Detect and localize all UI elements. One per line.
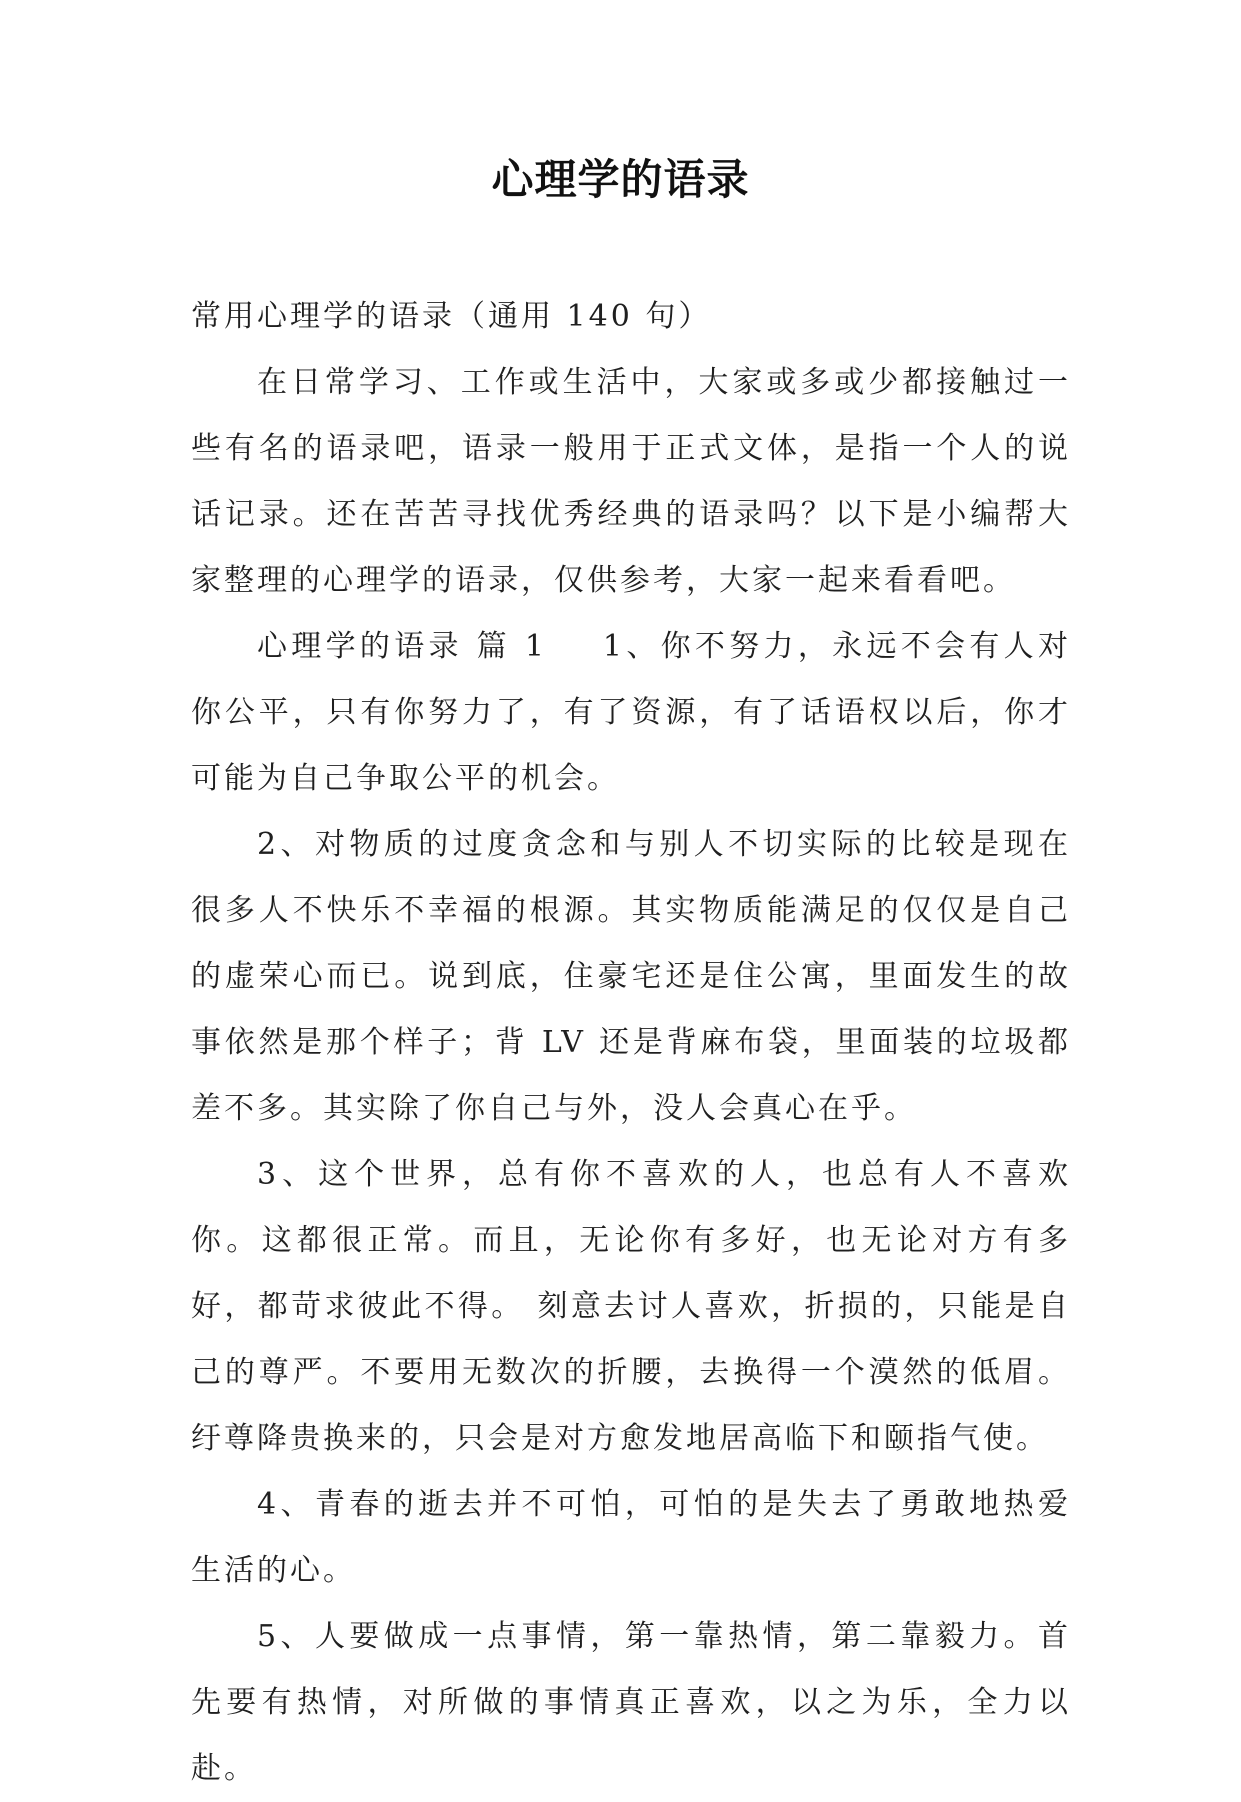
document-title: 心理学的语录: [491, 155, 750, 204]
intro-paragraph: 在日常学习、工作或生活中，大家或多或少都接触过一些有名的语录吧，语录一般用于正式文体，是指一个人的说话记录。还在苦苦寻找优秀经典的语录吗？以下是小编帮大家整理的心理学的语录，仅供参考，大家一起来看看吧。: [191, 365, 1071, 598]
section-paragraph: [191, 614, 1071, 812]
quote-item-3: 3、这个世界，总有你不喜欢的人，也总有人不喜欢你。这都很正常。而且，无论你有多好，也无论对方有多好，都苛求彼此不得。 刻意去讨人喜欢，折损的，只能是自己的尊严。不要用无数次的折腰，去换得一个漠然的低眉。纡尊降贵换来的，只会是对方愈发地居高临下和颐指气使。: [191, 1157, 1071, 1456]
quote-item-4: 4、青春的逝去并不可怕，可怕的是失去了勇敢地热爱生活的心。: [191, 1487, 1071, 1588]
document-body: [191, 284, 1071, 1802]
document-subtitle: 常用心理学的语录（通用 140 句）: [191, 299, 712, 334]
quote-item-5: 5、人要做成一点事情，第一靠热情，第二靠毅力。首先要有热情，对所做的事情真正喜欢，以之为乐，全力以赴。: [191, 1619, 1071, 1786]
section-heading: 心理学的语录 篇 1: [257, 629, 547, 664]
quote-item-1: 1、你不努力，永远不会有人对你公平，只有你努力了，有了资源，有了话语权以后，你才可能为自己争取公平的机会。: [191, 629, 1071, 796]
quote-item-2: 2、对物质的过度贪念和与别人不切实际的比较是现在很多人不快乐不幸福的根源。其实物质能满足的仅仅是自己的虚荣心而已。说到底，住豪宅还是住公寓，里面发生的故事依然是那个样子；背 LV 还是背麻布袋，里面装的垃圾都差不多。其实除了你自己与外，没人会真心在乎。: [191, 827, 1071, 1126]
